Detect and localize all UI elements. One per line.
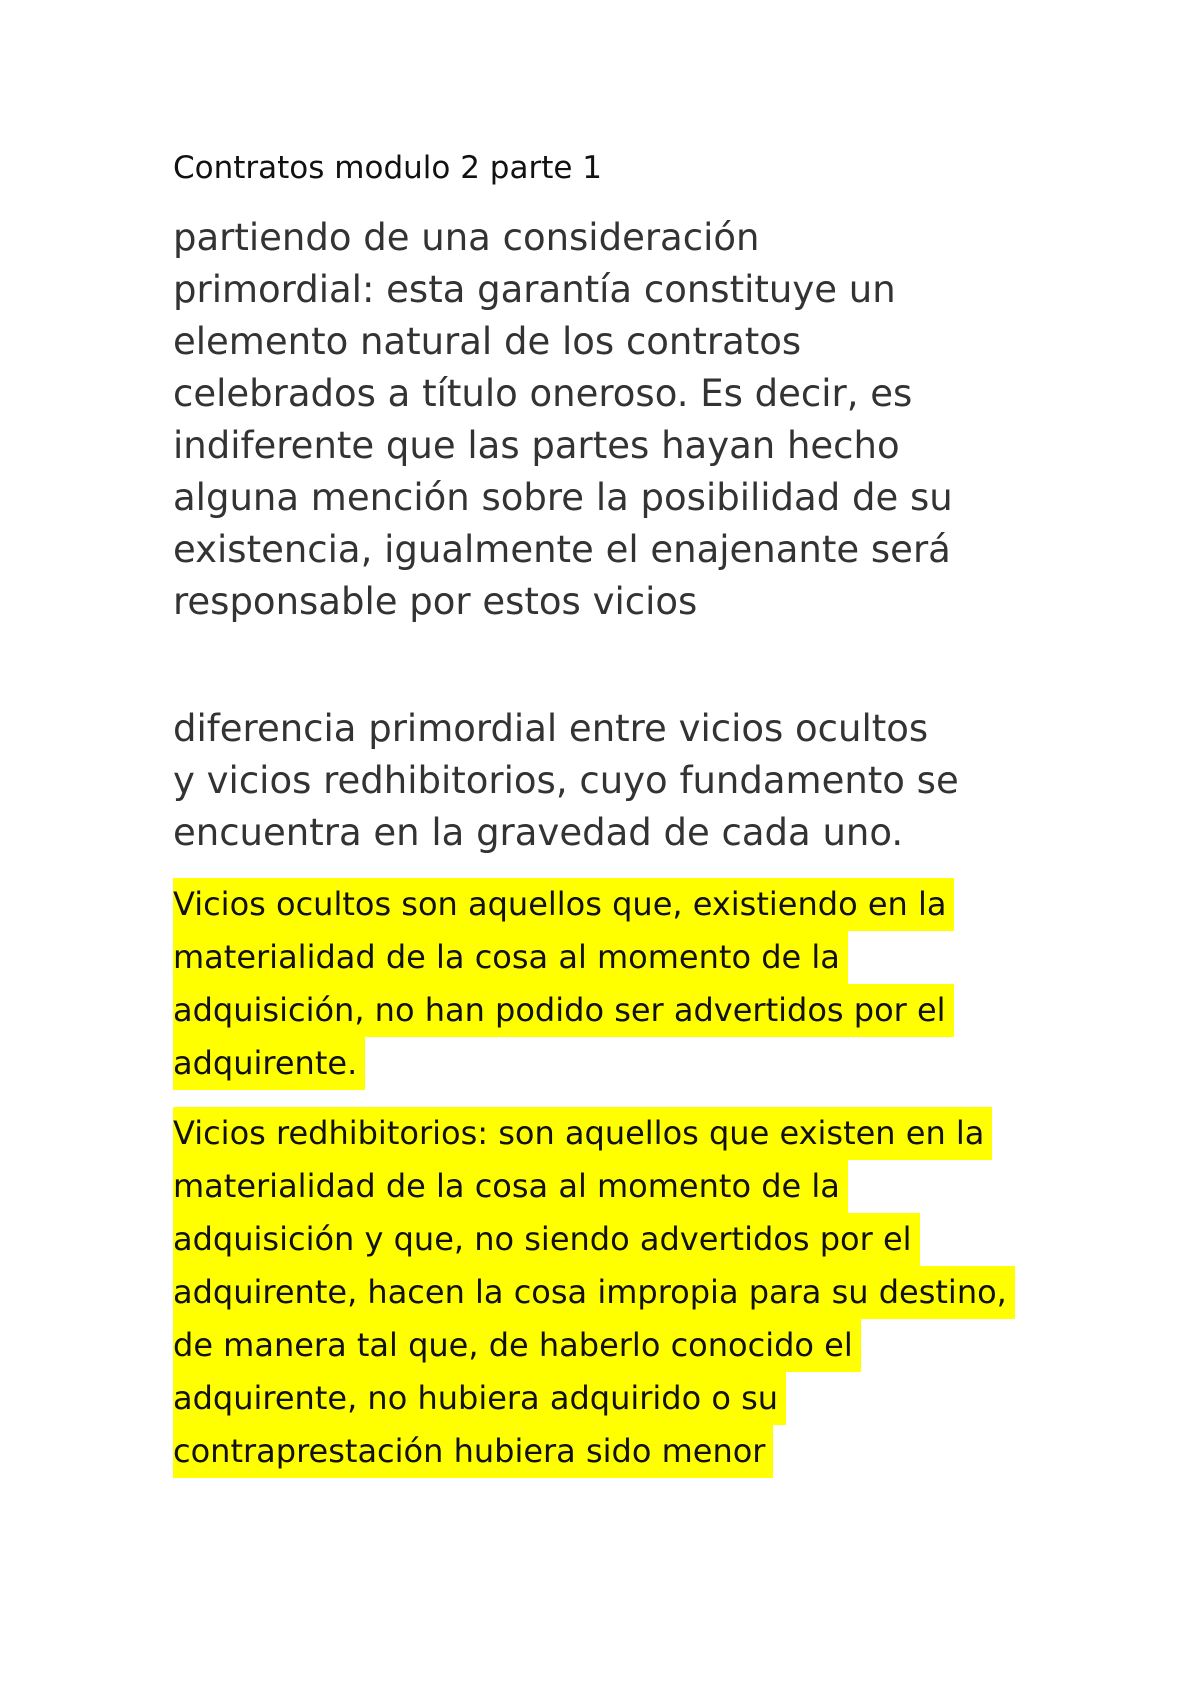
text-line: responsable por estos vicios bbox=[173, 580, 698, 623]
highlighted-line: adquisición, no han podido ser advertidos por el bbox=[173, 984, 954, 1037]
highlighted-line: contraprestación hubiera sido menor bbox=[173, 1425, 773, 1478]
text-line: partiendo de una consideración bbox=[173, 216, 760, 259]
highlighted-line: materialidad de la cosa al momento de la bbox=[173, 931, 848, 984]
highlighted-line: de manera tal que, de haberlo conocido el bbox=[173, 1319, 861, 1372]
paragraph-garantia bbox=[173, 212, 1073, 628]
text-line: existencia, igualmente el enajenante será bbox=[173, 528, 951, 571]
paragraph-diferencia bbox=[173, 703, 1073, 859]
text-line: encuentra en la gravedad de cada uno. bbox=[173, 811, 904, 854]
document-title: Contratos modulo 2 parte 1 bbox=[173, 150, 603, 186]
highlighted-line: materialidad de la cosa al momento de la bbox=[173, 1160, 848, 1213]
text-line: y vicios redhibitorios, cuyo fundamento se bbox=[173, 759, 959, 802]
highlighted-line: adquisición y que, no siendo advertidos por el bbox=[173, 1213, 920, 1266]
text-line: primordial: esta garantía constituye un bbox=[173, 268, 896, 311]
highlighted-paragraph-vicios-redhibitorios bbox=[173, 1107, 1073, 1478]
highlighted-line: adquirente, hacen la cosa impropia para su destino, bbox=[173, 1266, 1015, 1319]
text-line: elemento natural de los contratos bbox=[173, 320, 802, 363]
text-line: indiferente que las partes hayan hecho bbox=[173, 424, 900, 467]
highlighted-line: Vicios redhibitorios: son aquellos que existen en la bbox=[173, 1107, 992, 1160]
highlighted-paragraph-vicios-ocultos bbox=[173, 878, 1073, 1090]
highlighted-line: adquirente, no hubiera adquirido o su bbox=[173, 1372, 786, 1425]
text-line: celebrados a título oneroso. Es decir, es bbox=[173, 372, 913, 415]
highlighted-line: Vicios ocultos son aquellos que, existiendo en la bbox=[173, 878, 954, 931]
highlighted-line: adquirente. bbox=[173, 1037, 365, 1090]
text-line: alguna mención sobre la posibilidad de su bbox=[173, 476, 953, 519]
text-line: diferencia primordial entre vicios ocultos bbox=[173, 707, 929, 750]
